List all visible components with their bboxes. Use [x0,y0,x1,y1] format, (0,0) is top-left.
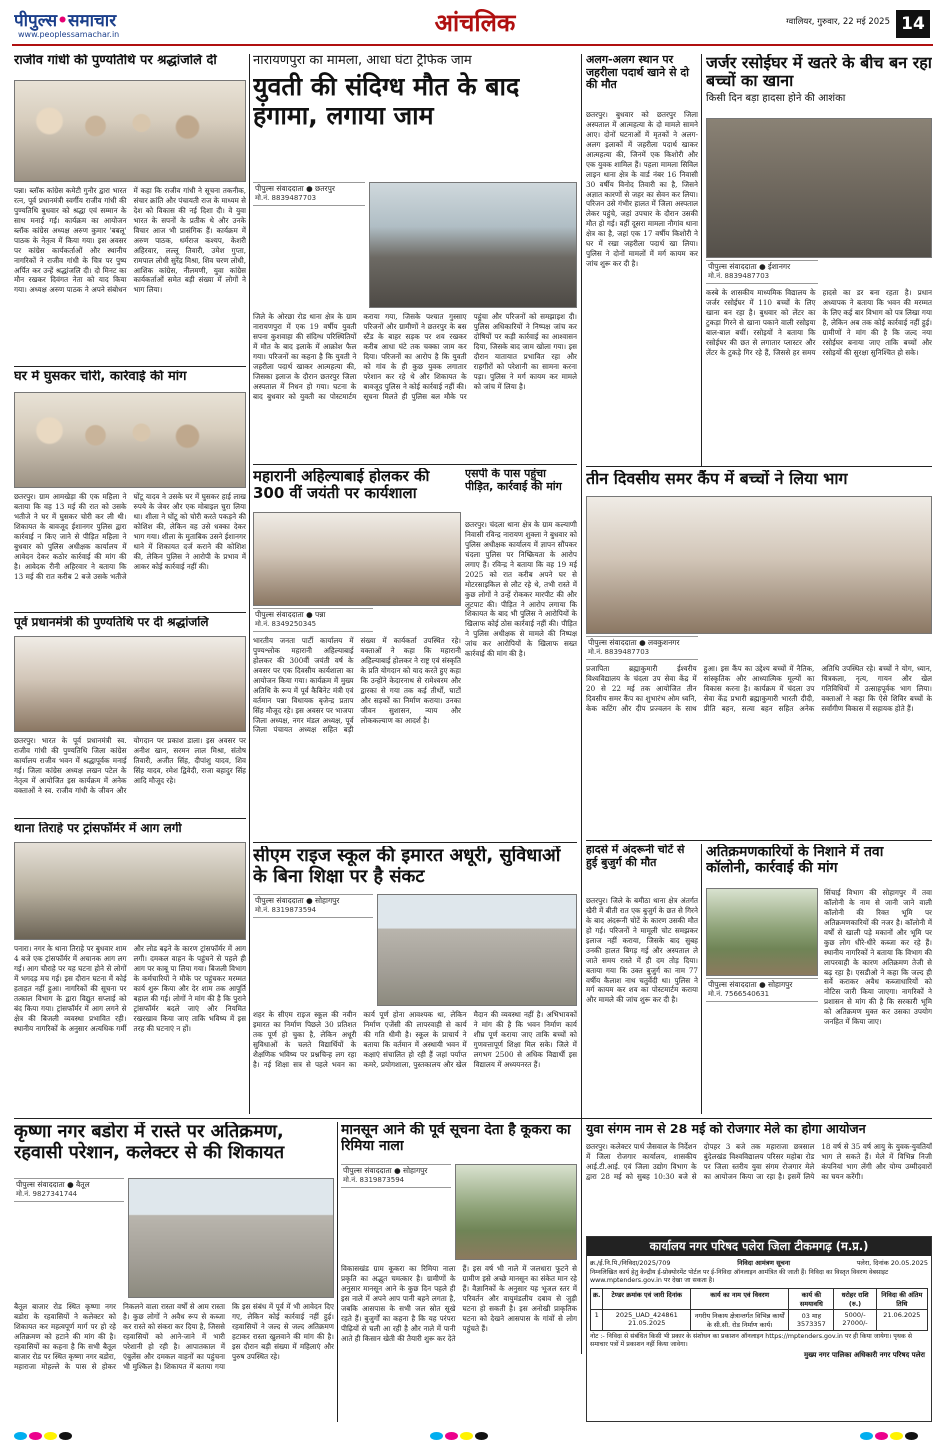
article-summer-camp [586,470,932,838]
news-photo [14,842,246,940]
article-body: भारतीय जनता पार्टी कार्यालय में पुण्यश्लोक महारानी अहिल्याबाई होलकर की 300वीं जयंती वर्ष के अवसर पर एक दिवसीय कार्यशाला का आयोजन किया गया। कार्यक्रम में मुख्य अतिथि के रूप में पूर्व कैबिनेट मंत्री एवं वर्तमान पन्ना विधायक बृजेन्द्र प्रताप सिंह मौजूद रहे। इस अवसर पर भाजपा जिला अध्यक्ष, नगर मंडल अध्यक्ष, पूर्व जिला पंचायत अध्यक्ष सहित बड़ी संख्या में कार्यकर्ता उपस्थित रहे। वक्ताओं ने कहा कि महारानी अहिल्याबाई होलकर ने राष्ट्र एवं संस्कृति के प्रति योगदान को याद करते हुए कहा कि उन्होंने केदारनाथ से रामेश्वरम और द्वारका से गया तक कई तीर्थों, घाटों और सड़कों का निर्माण कराया। उनका जीवन सुशासन, न्याय और लोककल्याण का आदर्श है। [253,636,461,735]
article-sp-complaint [465,468,577,840]
divider [14,1118,932,1119]
article-byline [14,1178,124,1202]
article-body: छतरपुर। भारत के पूर्व प्रधानमंत्री स्व. राजीव गांधी की पुण्यतिथि जिला कांग्रेस कार्यालय राजीव भवन में श्रद्धापूर्वक मनाई गई। जिला कांग्रेस अध्यक्ष लखन पटेल के नेतृत्व में आयोजित इस कार्यक्रम में अनेक वक्ताओं ने स्व. राजीव गांधी के जीवन और योगदान पर प्रकाश डाला। इस अवसर पर अनीश खान, सरमन लाल मिश्रा, संतोष तिवारी, अजीत सिंह, दीपांशु यादव, शिव सिंह यादव, रमेश द्विवेदी, राजा बहादुर सिंह आदि मौजूद रहे। [14,736,246,795]
byline-mobile: मो.नं. 8349250345 [255,620,317,628]
article-kitchen [706,54,932,464]
divider [586,466,932,467]
tender-notice-title: निविदा आमंत्रण सूचना [737,1259,791,1268]
tender-column-header: टेण्डर क्रमांक एवं जारी दिनांक [603,1288,691,1309]
article-headline: मानसून आने की पूर्व सूचना देता है कूकरा का रिमिया नाला [341,1122,571,1155]
article-body: कस्बे के शासकीय माध्यमिक विद्यालय के जर्जर रसोईघर में 110 बच्चों के लिए खाना बन रहा है। बुधवार को लेंटर का टुकड़ा गिरने से खाना पकाने वाली रसोइया बाल-बाल बचीं। रसोइयों ने बताया कि रसोईघर की छत से लगातार प्लास्टर और लेंटर के टुकड़े गिर रहे हैं, जिससे हर समय हादसे का डर बना रहता है। प्रधान अध्यापक ने बताया कि भवन की मरम्मत के लिए कई बार विभाग को पत्र लिखा गया है, लेकिन अब तक कोई कार्रवाई नहीं हुई। ग्रामीणों ने मांग की है कि जल्द नया रसोईघर बनाया जाए ताकि बच्चों और रसोइयों की सुरक्षा सुनिश्चित हो सके। [706,288,932,357]
logo-text-left: पीपुल्स [14,11,58,31]
tender-ref: क्र./ई.नि.पि./निविदा/2025/709 [590,1259,671,1268]
dateline: ग्वालियर, गुरुवार, 22 मई 2025 [786,17,890,27]
byline-mobile: मो.नं. 7566540631 [708,990,770,998]
article-headline: तीन दिवसीय समर कैंप में बच्चों ने लिया भाग [586,470,848,488]
article-byline [253,894,373,918]
article-headline: अतिक्रमणकारियों के निशाने में तवा कॉलोनी, कार्रवाई की मांग [706,844,884,877]
article-body: विकासखंड ग्राम कूकरा का रिमिया नाला प्रकृति का अद्भुत चमत्कार है। ग्रामीणों के अनुसार मानसून आने के कुछ दिन पहले ही इस नाले में अपने आप पानी बहने लगता है, जबकि आसपास के सभी जल स्रोत सूखे रहते हैं। बुजुर्गों का कहना है कि यह परंपरा पीढ़ियों से चली आ रही है और नाले में पानी आते ही किसान खेती की तैयारी शुरू कर देते हैं। इस वर्ष भी नाले में जलधारा फूटने से ग्रामीण इसे अच्छे मानसून का संकेत मान रहे हैं। वैज्ञानिकों के अनुसार यह भूजल स्तर में परिवर्तन और वायुमंडलीय दबाव से जुड़ी घटना हो सकती है। इस अनोखी प्राकृतिक घटना को देखने आसपास के गांवों से लोग पहुंचते हैं। [341,1264,577,1343]
article-deck: किसी दिन बड़ा हादसा होने की आशंका [706,92,846,104]
tender-intro: निम्नलिखित कार्य हेतु केन्द्रीय ई-प्रोक्योरमेंट पोर्टल पर ई-निविदा ऑनलाइन आमंत्रित की जाती हैं। निविदा का विस्तृत विवरण वेबसाइट www.mptenders.gov.in पर देखा जा सकता है। [590,1269,889,1285]
tender-column-header: धरोहर राशि (रु.) [834,1288,876,1309]
article-krishna-nagar [14,1122,334,1422]
article-byline [341,1164,451,1188]
news-photo [14,392,246,488]
article-headline: थाना तिराहे पर ट्रांसफॉर्मर में आग लगी [14,822,182,835]
print-registration-marks [14,1432,72,1442]
article-headline: महारानी अहिल्याबाई होलकर की 300 वीं जयंती पर कार्यशाला [253,468,430,503]
article-headline: युवा संगम नाम से 28 मई को रोजगार मेले का होगा आयोजन [586,1122,866,1136]
article-rajiv-tribute [14,54,246,364]
byline-mobile: मो.नं. 8319873594 [255,906,317,914]
tender-cell: 21.06.2025 [876,1309,927,1330]
article-byline [253,608,373,632]
byline-mobile: मो.नं. 8839487703 [708,272,770,280]
byline-mobile: मो.नं. 8319873594 [343,1176,405,1184]
tender-table [590,1288,928,1331]
article-headline: सीएम राइज स्कूल की इमारत अधूरी, सुविधाओं के बिना शिक्षा पर है संकट [253,846,561,887]
article-headline: अलग-अलग स्थान पर जहरीला पदार्थ खाने से दो की मौत [586,54,690,92]
article-headline: कृष्णा नगर बडोरा में रास्ते पर अतिक्रमण, रहवासी परेशान, कलेक्टर से की शिकायत [14,1122,285,1163]
article-body: सिंचाई विभाग की सोहागपुर में तवा कॉलोनी के नाम से जानी जाने वाली कॉलोनी की रिक्त भूमि पर अतिक्रमणकारियों की नजर है। कॉलोनी में वर्षों से खाली पड़े मकानों और भूमि पर कुछ लोग धीरे-धीरे कब्जा कर रहे हैं। स्थानीय नागरिकों ने बताया कि विभाग की लापरवाही के कारण अतिक्रमण तेजी से बढ़ रहा है। एसडीओ ने कहा कि जल्द ही सर्वे कराकर अवैध कब्जाधारियों को नोटिस जारी किया जाएगा। नागरिकों ने प्रशासन से मांग की है कि सरकारी भूमि को अतिक्रमण मुक्त कर उसका उपयोग जनहित में किया जाए। [824,888,932,1027]
article-rozgar-mela [586,1122,932,1232]
article-cm-rise [253,846,577,1114]
tender-column-header: कार्य का नाम एवं विवरण [691,1288,789,1309]
article-headline: राजीव गांधी की पुण्यतिथि पर श्रद्धांजलि दी [14,54,217,68]
tender-cell: 2025_UAD_424861 21.05.2025 [603,1309,691,1330]
section-title: आंचलिक [434,9,516,37]
article-byline [706,978,818,1002]
article-headline: जर्जर रसोईघर में खतरे के बीच बन रहा बच्चों का खाना [706,54,932,91]
byline-mobile: मो.नं. 9827341744 [16,1190,78,1198]
article-body: पन्ना। ब्लॉक कांग्रेस कमेटी गुनौर द्वारा भारत रत्न, पूर्व प्रधानमंत्री स्वर्गीय राजीव गांधी की पुण्यतिथि बुधवार को श्रद्धा एवं सम्मान के साथ मनाई गई। कार्यक्रम का आयोजन ब्लॉक कांग्रेस अध्यक्ष अरुण कुमार 'बबलू' पाठक के नेतृत्व में किया गया। इस अवसर पर कांग्रेस कार्यकर्ताओं और स्थानीय नागरिकों ने राजीव गांधी के चित्र पर पुष्प अर्पित कर उन्हें श्रद्धांजलि दी। दो मिनट का मौन रखकर दिवंगत नेता को याद किया गया। अध्यक्ष अरुण पाठक ने अपने संबोधन में कहा कि राजीव गांधी ने सूचना तकनीक, संचार क्रांति और पंचायती राज के माध्यम से देश को विकास की नई दिशा दी। वे युवा भारत के सपनों के प्रतीक थे और उनके विचार आज भी प्रासंगिक हैं। कार्यक्रम में अरुण पाठक, धर्मराज कश्यप, केशरी अहिरवार, लल्लू तिवारी, उमेश गुप्ता, रामपाल लोधी सुरेंद्र मिश्रा, शिव चरण लोधी, आशिक कांग्रेस, नीलमणी, युवा कांग्रेस कार्यकर्ताओं समेत बड़ी संख्या में लोगों ने भाग लिया। [14,186,246,295]
article-headline: पूर्व प्रधानमंत्री की पुण्यतिथि पर दी श्रद्धांजलि [14,616,209,629]
article-body: जिले के ओरछा रोड थाना क्षेत्र के ग्राम नारायणपुरा में एक 19 वर्षीय युवती सपना कुशवाहा की संदिग्ध परिस्थितियों में मौत के बाद इलाके में आक्रोश फैल गया। परिजनों का कहना है कि युवती ने जहरीला पदार्थ खाकर आत्महत्या की, जिसका इलाज के दौरान छतरपुर जिला अस्पताल में निधन हो गया। घटना के बाद बुधवार को युवती का पोस्टमार्टम कराया गया, जिसके पश्चात गुस्साए परिजनों और ग्रामीणों ने छतरपुर के बस स्टैंड के बाहर सड़क पर शव रखकर करीब आधा घंटे तक चक्का जाम कर दिया। परिजनों का आरोप है कि युवती को गांव के ही कुछ युवक लगातार परेशान कर रहे थे और शिकायत के बावजूद पुलिस ने कोई कार्रवाई नहीं की। सूचना मिलते ही पुलिस बल मौके पर पहुंचा और परिजनों को समझाइश दी। पुलिस अधिकारियों ने निष्पक्ष जांच कर दोषियों पर कड़ी कार्रवाई का आश्वासन दिया, जिसके बाद जाम खोला गया। इस दौरान यातायात प्रभावित रहा और राहगीरों को परेशानी का सामना करना पड़ा। पुलिस ने मर्ग कायम कर मामले को जांच में लिया है। [253,312,577,401]
byline-name: पीपुल्स संवाददाता ● सोहागपुर [255,896,340,905]
news-photo [586,496,932,634]
tender-advertisement [586,1236,932,1422]
news-photo [14,80,246,182]
masthead [0,0,945,46]
masthead-logo [14,8,214,32]
divider [586,840,932,841]
article-pm-tribute [14,616,246,816]
tender-column-header: निविदा की अंतिम तिथि [876,1288,927,1309]
article-headline: हादसे में अंदरूनी चोटें से हुई बुजुर्ग की मौत [586,844,685,869]
article-byline [253,182,365,206]
article-ahilyabai [253,468,461,840]
tender-cell: 5000/- 27000/- [834,1309,876,1330]
column-rule [249,54,250,1114]
article-body-lead [253,210,365,308]
news-photo [706,888,818,976]
tender-column-header: कार्य की समयावधि [789,1288,834,1309]
article-monsoon-nala [341,1122,577,1422]
article-elderly-death [586,844,698,1114]
news-photo [128,1178,334,1298]
news-photo [455,1164,577,1260]
tender-cell: नगरीय निकाय क्षेत्रान्तर्गत विभिन्न कार्यों के सी.सी. रोड निर्माण कार्य। [691,1309,789,1330]
article-tawa-colony [706,844,932,1114]
article-body: छतरपुर। बुधवार को छतरपुर जिला अस्पताल में आत्महत्या के दो मामले सामने आए। दोनों घटनाओं में मृतकों ने अलग-अलग इलाकों में जहरीला पदार्थ खाकर आत्महत्या की, जिनमें एक किशोरी और एक युवक शामिल हैं। पहला मामला सिविल लाइन थाना क्षेत्र के वार्ड नंबर 16 निवासी 30 वर्षीय विनोद तिवारी का है, जिसने अज्ञात कारणों से जहर का सेवन कर लिया। परिजन उसे गंभीर हालत में जिला अस्पताल लेकर पहुंचे, जहां उपचार के दौरान उसकी मौत हो गई। वहीं दूसरा मामला नौगांव थाना क्षेत्र का है, जहां एक 17 वर्षीय किशोरी ने घर में रखा जहरीला पदार्थ खा लिया। पुलिस ने दोनों मामलों में मर्ग कायम कर जांच शुरू कर दी है। [586,110,698,269]
article-body: छतरपुर। कलेक्टर पार्थ जैसवाल के निर्देशन में जिला रोजगार कार्यालय, शासकीय आई.टी.आई. एवं जिला उद्योग विभाग के द्वारा 28 मई को सुबह 10:30 बजे से दोपहर 3 बजे तक महाराजा छत्रसाल बुंदेलखंड विश्वविद्यालय परिसर महोबा रोड पर जिला स्तरीय युवा संगम रोजगार मेले का आयोजन किया जा रहा है। इसमें लिये 18 वर्ष से 35 वर्ष आयु के युवक-युवतियाँ भाग ले सकते हैं। मेले में विभिन्न निजी कंपनियां भाग लेंगी और योग्य उम्मीदवारों का चयन करेंगी। [586,1142,932,1181]
tender-footer-note: नोट :- निविदा से संबंधित किसी भी प्रकार के संशोधन का प्रकाशन ऑनलाइन https://mptenders.gov.in पर ही किया जायेगा। पृथक से समाचार पत्रों में प्रकाशन नहीं किया जावेगा। [590,1332,912,1348]
article-body: छतरपुर। जिले के बमीठा थाना क्षेत्र अंतर्गत खैरी में बीती रात एक बुजुर्ग के छत से गिरने के बाद अंदरूनी चोटें के कारण उसकी मौत हो गई। परिजनों ने मामूली चोट समझकर इलाज नहीं कराया, जिसके बाद सुबह उनकी हालत बिगड़ गई और अस्पताल ले जाते समय रास्ते में ही दम तोड़ दिया। बताया गया कि उक्त बुजुर्ग का नाम 77 वर्षीय कैलाश नाथ चतुर्वेदी था। पुलिस ने मर्ग कायम कर शव का पोस्टमार्टम कराया और मामले की जांच शुरू कर दी है। [586,896,698,1005]
logo-text-right: समाचार [67,11,117,31]
article-narayanpura [253,54,577,462]
tender-cell: 03 माह 3573357 [789,1309,834,1330]
news-photo [253,512,461,606]
byline-mobile: मो.नं. 8839487703 [588,648,650,656]
news-photo [377,894,577,1006]
tender-title: कार्यालय नगर परिषद पलेरा जिला टीकमगढ़ (म.प्र.) [587,1237,931,1256]
logo-dot: • [57,11,68,31]
news-photo [369,182,577,308]
tender-cell: 1 [591,1309,603,1330]
tender-signature: मुख्य नगर पालिका अधिकारी नगर परिषद पलेरा [803,1350,925,1359]
article-poison-deaths [586,54,698,464]
article-theft [14,370,246,610]
divider [253,464,577,465]
byline-name: पीपुल्स संवाददाता ● बैतूल [16,1180,90,1189]
article-headline: युवती की संदिग्ध मौत के बाद हंगामा, लगाया जाम [253,71,520,130]
byline-mobile: मो.नं. 8839487703 [255,194,317,202]
tender-date: पलेरा, दिनांक 20.05.2025 [856,1259,928,1268]
byline-name: पीपुल्स संवाददाता ● ईशानगर [708,262,791,271]
article-body: छतरपुर। चंदला थाना क्षेत्र के ग्राम कल्याणी निवासी रविन्द्र नारायण शुक्ला ने बुधवार को पुलिस अधीक्षक कार्यालय में ज्ञापन सौंपकर चंदला पुलिस पर निष्क्रियता के आरोप लगाए हैं। रविन्द्र ने बताया कि वह 19 मई 2025 को रात करीब अपने घर से मोटरसाइकिल से लौट रहे थे, तभी रास्ते में कुछ लोगों ने उन्हें रोककर मारपीट की और लूटपाट की। पीड़ित ने आरोप लगाया कि शिकायत के बाद भी पुलिस ने आरोपियों के खिलाफ कोई ठोस कार्रवाई नहीं की। पीड़ित ने पुलिस अधीक्षक से मामले की निष्पक्ष जांच कर आरोपियों के खिलाफ सख्त कार्रवाई की मांग की है। [465,520,577,659]
divider [14,818,246,819]
article-body: प्रजापिता ब्रह्माकुमारी ईश्वरीय विश्वविद्यालय के चंदला उप सेवा केंद्र में 20 से 22 मई तक आयोजित तीन दिवसीय समर कैंप का शुभारंभ ओम ध्वनि, केक कटिंग और दीप प्रज्वलन के साथ हुआ। इस कैंप का उद्देश्य बच्चों में नैतिक, सांस्कृतिक और आध्यात्मिक मूल्यों का विकास करना है। कार्यक्रम में चंदला उप सेवा केंद्र प्रभारी ब्रह्माकुमारी भारती दीदी, प्रीति बहन, सत्या बहन सहित अनेक अतिथि उपस्थित रहे। बच्चों ने योग, ध्यान, चित्रकला, नृत्य, गायन और खेल गतिविधियों में उत्साहपूर्वक भाग लिया। वक्ताओं ने कहा कि ऐसे शिविर बच्चों के सर्वांगीण विकास में सहायक होते हैं। [586,664,932,713]
byline-name: पीपुल्स संवाददाता ● सोहागपुर [343,1166,428,1175]
article-headline: एसपी के पास पहुंचा पीड़ित, कार्रवाई की मांग [465,468,562,493]
article-headline: घर में घुसकर चोरी, कार्रवाई की मांग [14,370,187,384]
article-byline [586,636,698,660]
article-body: पनारा। नगर के थाना तिराहे पर बुधवार शाम 4 बजे एक ट्रांसफॉर्मर में अचानक आग लग गई। आग चौराहे पर यह घटना होने से लोगों में भगदड़ मच गई। इस दौरान घटना में कोई हताहत नहीं हुआ। नागरिकों की सूचना पर तत्काल विभाग के द्वारा विद्युत सप्लाई को बंद किया गया। ट्रांसफॉर्मर में आग लगने से क्षेत्र की बिजली व्यवस्था प्रभावित रही। स्थानीय नागरिकों के अनुसार अत्यधिक गर्मी और लोड बढ़ने के कारण ट्रांसफॉर्मर में आग लगी। दमकल वाहन के पहुंचने से पहले ही आग पर काबू पा लिया गया। बिजली विभाग के कर्मचारियों ने मौके पर पहुंचकर मरम्मत कार्य शुरू किया और देर शाम तक आपूर्ति बहाल की गई। लोगों ने मांग की है कि पुराने ट्रांसफॉर्मर बदले जाएं और नियमित रखरखाव किया जाए ताकि भविष्य में इस तरह की घटनाएं न हों। [14,944,246,1033]
print-registration-marks [430,1432,488,1442]
article-transformer-fire [14,822,246,1114]
print-registration-marks [860,1432,918,1442]
byline-name: पीपुल्स संवाददाता ● सोहागपुर [708,980,793,989]
column-rule [581,54,582,1354]
tender-column-header: क्र. [591,1288,603,1309]
divider [253,842,577,843]
masthead-website[interactable]: www.peoplessamachar.in [18,30,120,39]
article-kicker: नारायणपुरा का मामला, आधा घंटा ट्रैफिक जाम [253,54,472,68]
byline-name: पीपुल्स संवाददाता ● पन्ना [255,610,326,619]
article-body: छतरपुर। ग्राम आमखेड़ा की एक महिला ने बताया कि वह 13 मई की रात को उसके भतीजे ने घर में घुसकर चोरी कर ली थी। शिकायत के बावजूद ईशानगर पुलिस द्वारा कार्रवाई न किए जाने से पीड़ित महिला ने बुधवार को पुलिस अधीक्षक कार्यालय में आवेदन देकर कठोर कार्रवाई की मांग की है। आवेदक रीनी अहिरवार ने बताया कि 13 मई की रात करीब 2 बजे उसके भतीजे घोंटू यादव ने उसके घर में घुसकर हाई लाख रुपये के जेवर और एक मोबाइल चुरा लिया था। शीला ने घोंटू को चोरी करते पकड़ने की कोशिश की, लेकिन वह उसे धक्का देकर भाग गया। शीला के मुताबिक उसने ईशानगर थाने में शिकायत दर्ज कराने की कोशिश की, लेकिन पुलिस ने आरोपी के प्रभाव में आकर कोई कार्रवाई नहीं की। [14,492,246,581]
divider [14,612,246,613]
article-byline [706,260,818,284]
table-row [591,1309,928,1330]
article-body: शहर के सीएम राइज स्कूल की नवीन इमारत का निर्माण पिछले 30 प्रतिशत तक पूर्ण हो चुका है, लेकिन अधूरी सुविधाओं के चलते विद्यार्थियों के शैक्षणिक भविष्य पर प्रश्नचिन्ह लग रहा है। नई शिक्षा सत्र से पहले भवन का कार्य पूर्ण होना आवश्यक था, लेकिन निर्माण एजेंसी की लापरवाही से कार्य की गति धीमी है। स्कूल के प्राचार्य ने बताया कि वर्तमान में अस्थायी भवन में कक्षाएं संचालित हो रही हैं जहां पर्याप्त कमरे, प्रयोगशाला, पुस्तकालय और खेल मैदान की व्यवस्था नहीं है। अभिभावकों ने मांग की है कि भवन निर्माण कार्य शीघ्र पूर्ण कराया जाए ताकि बच्चों को गुणवत्तापूर्ण शिक्षा मिल सके। जिले में लगभग 2500 से अधिक विद्यार्थी इस विद्यालय में अध्ययनरत हैं। [253,1010,577,1069]
byline-name: पीपुल्स संवाददाता ● छतरपुर [255,184,335,193]
masthead-rule [12,44,933,46]
news-photo [14,636,246,732]
page-number: 14 [896,10,930,38]
article-body: बैतूल बाजार रोड स्थित कृष्णा नगर बडोरा के रहवासियों ने कलेक्टर को शिकायत कर महत्वपूर्ण मार्ग पर हो रहे अतिक्रमण को हटाने की मांग की है। रहवासियों का कहना है कि सभी बैतूल बाजार रोड पर स्थित कृष्णा नगर बडोरा, महाराजा मोहल्ले के पास से होकर निकलने वाला रास्ता वर्षों से आम रास्ता है। कुछ लोगों ने अवैध रूप से कब्जा कर रास्ते को संकरा कर दिया है, जिससे रहवासियों को आने-जाने में भारी परेशानी हो रही है। आपातकाल में एंबुलेंस और दमकल वाहनों का पहुंचना भी मुश्किल है। शिकायत में बताया गया कि इस संबंध में पूर्व में भी आवेदन दिए गए, लेकिन कोई कार्रवाई नहीं हुई। रहवासियों ने जल्द से जल्द अतिक्रमण हटाकर रास्ता खुलवाने की मांग की है। इस दौरान बड़ी संख्या में महिलाएं और पुरुष उपस्थित रहे। [14,1302,334,1371]
column-rule [701,54,702,466]
byline-name: पीपुल्स संवाददाता ● लवकुशनगर [588,638,680,647]
column-rule [337,1122,338,1422]
news-photo [706,118,932,258]
column-rule [701,844,702,1114]
divider [14,366,246,367]
